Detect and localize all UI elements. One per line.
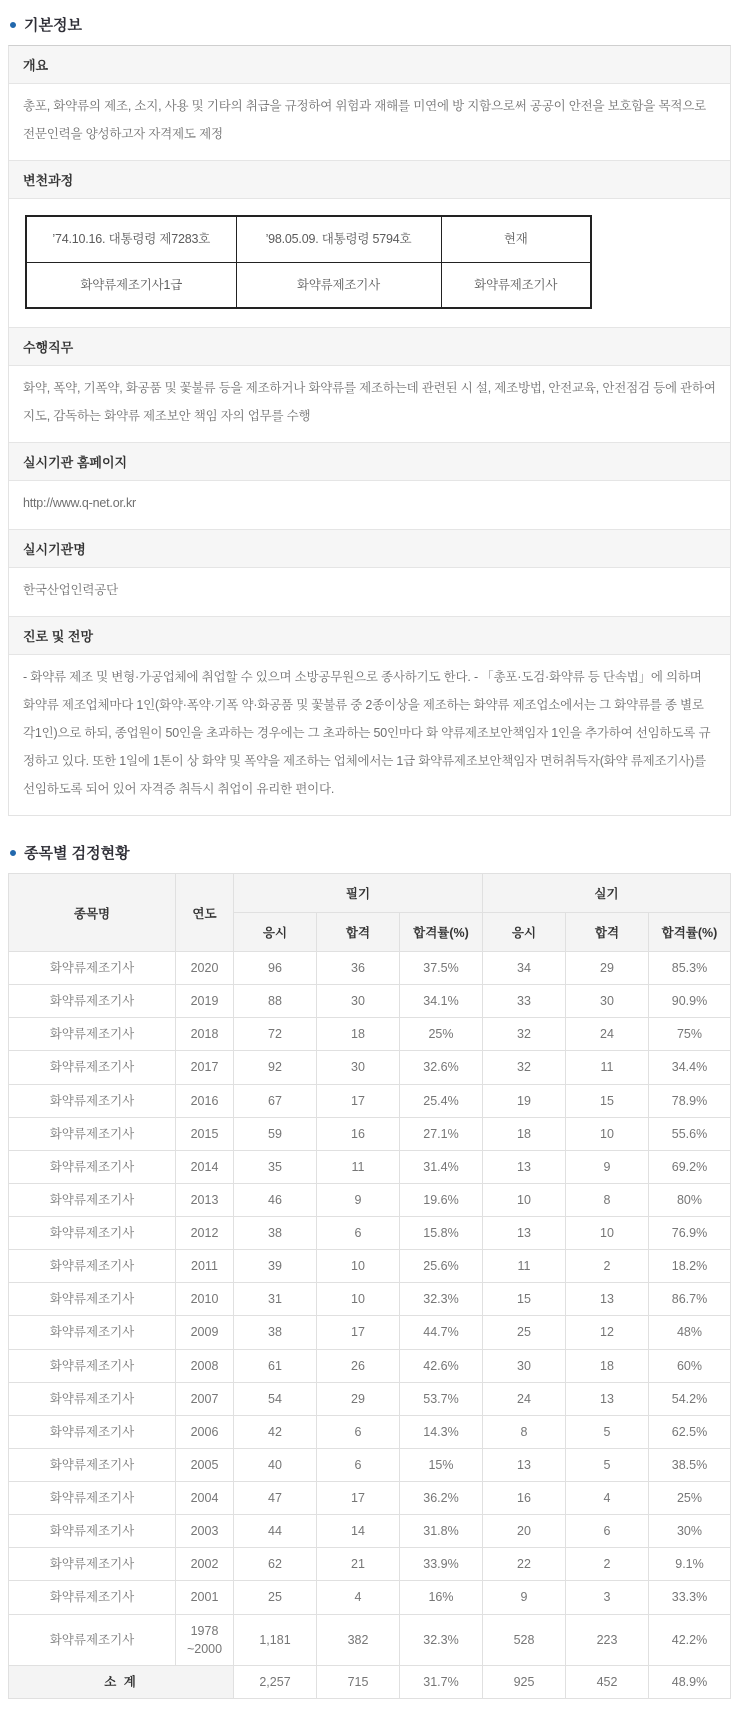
cell-value: 25% bbox=[649, 1482, 731, 1515]
cell-value: 9 bbox=[483, 1581, 566, 1614]
cell-value: 12 bbox=[566, 1316, 649, 1349]
table-row bbox=[9, 1150, 731, 1183]
cell-value: 88 bbox=[234, 985, 317, 1018]
col-header-applied: 응시 bbox=[483, 913, 566, 952]
cell-value: 19.6% bbox=[400, 1183, 483, 1216]
cell-value: 34 bbox=[483, 952, 566, 985]
cell-value: 17 bbox=[317, 1482, 400, 1515]
cell-subject: 화약류제조기사 bbox=[9, 1250, 176, 1283]
cell-value: 24 bbox=[566, 1018, 649, 1051]
cell-year: 2019 bbox=[176, 985, 234, 1018]
cell-value: 32.3% bbox=[400, 1614, 483, 1665]
cell-year: 2010 bbox=[176, 1283, 234, 1316]
cell-value: 48% bbox=[649, 1316, 731, 1349]
cell-value: 34.1% bbox=[400, 985, 483, 1018]
history-table bbox=[25, 215, 592, 309]
table-row bbox=[9, 1250, 731, 1283]
table-row bbox=[9, 1349, 731, 1382]
cell-value: 92 bbox=[234, 1051, 317, 1084]
cell-subject: 화약류제조기사 bbox=[9, 1316, 176, 1349]
cell-year: 2006 bbox=[176, 1415, 234, 1448]
cell-subject: 화약류제조기사 bbox=[9, 1548, 176, 1581]
cell-value: 3 bbox=[566, 1581, 649, 1614]
cell-value: 47 bbox=[234, 1482, 317, 1515]
cell-value: 8 bbox=[566, 1183, 649, 1216]
cell-total-value: 925 bbox=[483, 1665, 566, 1698]
cell-value: 13 bbox=[566, 1283, 649, 1316]
cell-value: 40 bbox=[234, 1448, 317, 1481]
table-row bbox=[9, 1051, 731, 1084]
section-header-duties: 수행직무 bbox=[9, 328, 730, 366]
cell-year: 2018 bbox=[176, 1018, 234, 1051]
table-row bbox=[9, 952, 731, 985]
cell-value: 26 bbox=[317, 1349, 400, 1382]
col-header-pass-rate: 합격률(%) bbox=[400, 913, 483, 952]
cell-value: 5 bbox=[566, 1415, 649, 1448]
cell-value: 42 bbox=[234, 1415, 317, 1448]
exam-status-title bbox=[10, 842, 731, 863]
table-row bbox=[9, 1482, 731, 1515]
cell-value: 32.3% bbox=[400, 1283, 483, 1316]
cell-subject: 화약류제조기사 bbox=[9, 1415, 176, 1448]
cell-value: 19 bbox=[483, 1084, 566, 1117]
cell-value: 11 bbox=[483, 1250, 566, 1283]
table-total-row bbox=[9, 1665, 731, 1698]
section-header-history: 변천과정 bbox=[9, 161, 730, 199]
cell-value: 21 bbox=[317, 1548, 400, 1581]
section-header-homepage: 실시기관 홈페이지 bbox=[9, 443, 730, 481]
cell-year: 2005 bbox=[176, 1448, 234, 1481]
cell-value: 18 bbox=[566, 1349, 649, 1382]
cell-value: 14 bbox=[317, 1515, 400, 1548]
table-row bbox=[9, 1515, 731, 1548]
cell-year: 2015 bbox=[176, 1117, 234, 1150]
history-cell: 화약류제조기사1급 bbox=[26, 262, 236, 308]
cell-subject: 화약류제조기사 bbox=[9, 952, 176, 985]
cell-value: 4 bbox=[317, 1581, 400, 1614]
table-header-row bbox=[9, 874, 731, 913]
cell-value: 2 bbox=[566, 1548, 649, 1581]
cell-value: 2 bbox=[566, 1250, 649, 1283]
cell-value: 20 bbox=[483, 1515, 566, 1548]
cell-total-value: 2,257 bbox=[234, 1665, 317, 1698]
cell-year: 2002 bbox=[176, 1548, 234, 1581]
exam-status-table bbox=[8, 873, 731, 1699]
history-cell: 화약류제조기사 bbox=[441, 262, 591, 308]
cell-value: 13 bbox=[566, 1382, 649, 1415]
cell-year: 2011 bbox=[176, 1250, 234, 1283]
table-row bbox=[26, 216, 591, 262]
cell-value: 61 bbox=[234, 1349, 317, 1382]
table-row bbox=[9, 1548, 731, 1581]
col-header-passed: 합격 bbox=[566, 913, 649, 952]
cell-value: 90.9% bbox=[649, 985, 731, 1018]
section-body-career: - 화약류 제조 및 변형·가공업체에 취업할 수 있으며 소방공무원으로 종사하기도 한다. - 「총포·도검·화약류 등 단속법」에 의하며 화약류 제조업체마다 1인(화약·폭약·기폭 약·화공품 및 꽃불류 중 2종이상을 제조하는 화약류 제조업소에서는 그 화약류를 종 별로 각1인)으로 하되, 종업원이 50인을 초과하는 경우에는 그 초과하는 50인마다 화 약류제조보안책임자 1인을 추가하여 선임하도록 규정하고 있다. 또한 1일에 1톤이 상 화약 및 폭약을 제조하는 업체에서는 1급 화약류제조보안책임자 면허취득자(화약 류제조기사)를 선임하도록 되어 있어 자격증 취득시 취업이 유리한 편이다. bbox=[9, 655, 730, 815]
cell-value: 86.7% bbox=[649, 1283, 731, 1316]
cell-value: 15 bbox=[483, 1283, 566, 1316]
cell-total-value: 715 bbox=[317, 1665, 400, 1698]
col-header-written: 필기 bbox=[234, 874, 483, 913]
cell-value: 35 bbox=[234, 1150, 317, 1183]
cell-value: 10 bbox=[317, 1250, 400, 1283]
cell-value: 18 bbox=[483, 1117, 566, 1150]
cell-value: 44 bbox=[234, 1515, 317, 1548]
cell-subject: 화약류제조기사 bbox=[9, 1581, 176, 1614]
cell-year: 2016 bbox=[176, 1084, 234, 1117]
cell-value: 59 bbox=[234, 1117, 317, 1150]
cell-value: 32 bbox=[483, 1051, 566, 1084]
cell-value: 10 bbox=[566, 1117, 649, 1150]
cell-value: 16 bbox=[483, 1482, 566, 1515]
cell-value: 60% bbox=[649, 1349, 731, 1382]
table-row bbox=[26, 262, 591, 308]
section-body-agency: 한국산업인력공단 bbox=[9, 568, 730, 617]
cell-total-value: 452 bbox=[566, 1665, 649, 1698]
cell-value: 17 bbox=[317, 1084, 400, 1117]
cell-value: 39 bbox=[234, 1250, 317, 1283]
cell-value: 8 bbox=[483, 1415, 566, 1448]
cell-total-value: 48.9% bbox=[649, 1665, 731, 1698]
cell-value: 18.2% bbox=[649, 1250, 731, 1283]
table-row bbox=[9, 1382, 731, 1415]
cell-value: 31 bbox=[234, 1283, 317, 1316]
cell-value: 76.9% bbox=[649, 1217, 731, 1250]
cell-value: 13 bbox=[483, 1448, 566, 1481]
cell-value: 32 bbox=[483, 1018, 566, 1051]
cell-value: 10 bbox=[483, 1183, 566, 1216]
cell-subject: 화약류제조기사 bbox=[9, 1183, 176, 1216]
cell-value: 11 bbox=[566, 1051, 649, 1084]
cell-value: 54 bbox=[234, 1382, 317, 1415]
cell-value: 36.2% bbox=[400, 1482, 483, 1515]
cell-value: 528 bbox=[483, 1614, 566, 1665]
cell-value: 4 bbox=[566, 1482, 649, 1515]
cell-total-value: 31.7% bbox=[400, 1665, 483, 1698]
cell-year: 1978 ~2000 bbox=[176, 1614, 234, 1665]
cell-subject: 화약류제조기사 bbox=[9, 1117, 176, 1150]
cell-year: 2013 bbox=[176, 1183, 234, 1216]
exam-status-title-text: 종목별 검정현황 bbox=[24, 845, 130, 862]
cell-value: 34.4% bbox=[649, 1051, 731, 1084]
cell-value: 36 bbox=[317, 952, 400, 985]
cell-subject: 화약류제조기사 bbox=[9, 1382, 176, 1415]
cell-value: 69.2% bbox=[649, 1150, 731, 1183]
cell-value: 25 bbox=[234, 1581, 317, 1614]
cell-subject: 화약류제조기사 bbox=[9, 1448, 176, 1481]
cell-value: 75% bbox=[649, 1018, 731, 1051]
cell-subject: 화약류제조기사 bbox=[9, 1515, 176, 1548]
col-header-applied: 응시 bbox=[234, 913, 317, 952]
cell-value: 33 bbox=[483, 985, 566, 1018]
cell-value: 32.6% bbox=[400, 1051, 483, 1084]
cell-value: 38.5% bbox=[649, 1448, 731, 1481]
cell-value: 25.6% bbox=[400, 1250, 483, 1283]
section-body-duties: 화약, 폭약, 기폭약, 화공품 및 꽃불류 등을 제조하거나 화약류를 제조하는데 관련된 시 설, 제조방법, 안전교육, 안전점검 등에 관하여 지도, 감독하는 화약류 제조보안 책임 자의 업무를 수행 bbox=[9, 366, 730, 443]
cell-value: 30 bbox=[566, 985, 649, 1018]
cell-subject: 화약류제조기사 bbox=[9, 985, 176, 1018]
cell-value: 42.2% bbox=[649, 1614, 731, 1665]
cell-value: 1,181 bbox=[234, 1614, 317, 1665]
cell-value: 6 bbox=[317, 1448, 400, 1481]
cell-value: 16 bbox=[317, 1117, 400, 1150]
table-row bbox=[9, 1217, 731, 1250]
history-cell: ’74.10.16. 대통령령 제7283호 bbox=[26, 216, 236, 262]
cell-value: 62.5% bbox=[649, 1415, 731, 1448]
basic-info-title bbox=[10, 14, 731, 35]
table-row bbox=[9, 1581, 731, 1614]
col-header-practical: 실기 bbox=[483, 874, 731, 913]
cell-value: 85.3% bbox=[649, 952, 731, 985]
cell-value: 38 bbox=[234, 1316, 317, 1349]
cell-value: 22 bbox=[483, 1548, 566, 1581]
cell-value: 30% bbox=[649, 1515, 731, 1548]
cell-subject: 화약류제조기사 bbox=[9, 1614, 176, 1665]
cell-year: 2020 bbox=[176, 952, 234, 985]
cell-value: 62 bbox=[234, 1548, 317, 1581]
cell-value: 72 bbox=[234, 1018, 317, 1051]
cell-value: 96 bbox=[234, 952, 317, 985]
cell-value: 67 bbox=[234, 1084, 317, 1117]
cell-value: 54.2% bbox=[649, 1382, 731, 1415]
col-header-year: 연도 bbox=[176, 874, 234, 952]
cell-value: 24 bbox=[483, 1382, 566, 1415]
section-header-overview: 개요 bbox=[9, 46, 730, 84]
cell-value: 6 bbox=[317, 1217, 400, 1250]
cell-value: 25.4% bbox=[400, 1084, 483, 1117]
cell-year: 2003 bbox=[176, 1515, 234, 1548]
circle-bullet-icon bbox=[10, 22, 16, 28]
cell-year: 2014 bbox=[176, 1150, 234, 1183]
table-row bbox=[9, 1283, 731, 1316]
cell-year: 2004 bbox=[176, 1482, 234, 1515]
cell-value: 25% bbox=[400, 1018, 483, 1051]
cell-value: 11 bbox=[317, 1150, 400, 1183]
cell-year: 2009 bbox=[176, 1316, 234, 1349]
cell-value: 6 bbox=[566, 1515, 649, 1548]
cell-value: 9 bbox=[566, 1150, 649, 1183]
cell-value: 42.6% bbox=[400, 1349, 483, 1382]
table-row bbox=[9, 1084, 731, 1117]
table-row bbox=[9, 1316, 731, 1349]
cell-value: 9.1% bbox=[649, 1548, 731, 1581]
col-header-passed: 합격 bbox=[317, 913, 400, 952]
cell-value: 13 bbox=[483, 1150, 566, 1183]
cell-value: 29 bbox=[566, 952, 649, 985]
cell-subject: 화약류제조기사 bbox=[9, 1051, 176, 1084]
cell-subject: 화약류제조기사 bbox=[9, 1150, 176, 1183]
section-header-agency: 실시기관명 bbox=[9, 530, 730, 568]
cell-value: 15% bbox=[400, 1448, 483, 1481]
table-row bbox=[9, 1614, 731, 1665]
cell-subject: 화약류제조기사 bbox=[9, 1084, 176, 1117]
cell-value: 44.7% bbox=[400, 1316, 483, 1349]
cell-value: 17 bbox=[317, 1316, 400, 1349]
cell-subject: 화약류제조기사 bbox=[9, 1018, 176, 1051]
cell-value: 30 bbox=[317, 1051, 400, 1084]
section-body-history bbox=[9, 199, 730, 328]
cell-value: 18 bbox=[317, 1018, 400, 1051]
cell-value: 78.9% bbox=[649, 1084, 731, 1117]
cell-year: 2008 bbox=[176, 1349, 234, 1382]
cell-value: 30 bbox=[317, 985, 400, 1018]
cell-value: 25 bbox=[483, 1316, 566, 1349]
cell-value: 33.9% bbox=[400, 1548, 483, 1581]
circle-bullet-icon bbox=[10, 850, 16, 856]
cell-value: 33.3% bbox=[649, 1581, 731, 1614]
table-row bbox=[9, 1448, 731, 1481]
table-row bbox=[9, 1018, 731, 1051]
col-header-subject: 종목명 bbox=[9, 874, 176, 952]
cell-value: 30 bbox=[483, 1349, 566, 1382]
cell-value: 37.5% bbox=[400, 952, 483, 985]
col-header-pass-rate: 합격률(%) bbox=[649, 913, 731, 952]
cell-value: 31.8% bbox=[400, 1515, 483, 1548]
cell-subject: 화약류제조기사 bbox=[9, 1482, 176, 1515]
table-row bbox=[9, 1415, 731, 1448]
cell-value: 9 bbox=[317, 1183, 400, 1216]
section-body-homepage-url: http://www.q-net.or.kr bbox=[9, 481, 730, 530]
table-row bbox=[9, 1183, 731, 1216]
table-row bbox=[9, 1117, 731, 1150]
cell-value: 14.3% bbox=[400, 1415, 483, 1448]
cell-value: 10 bbox=[566, 1217, 649, 1250]
cell-subject: 화약류제조기사 bbox=[9, 1349, 176, 1382]
section-body-overview: 총포, 화약류의 제조, 소지, 사용 및 기타의 취급을 규정하여 위험과 재해를 미연에 방 지함으로써 공공이 안전을 보호함을 목적으로 전문인력을 양성하고자 자격제도 제정 bbox=[9, 84, 730, 161]
cell-value: 15.8% bbox=[400, 1217, 483, 1250]
history-cell: ’98.05.09. 대통령령 5794호 bbox=[236, 216, 441, 262]
section-header-career: 진로 및 전망 bbox=[9, 617, 730, 655]
cell-value: 55.6% bbox=[649, 1117, 731, 1150]
cell-year: 2001 bbox=[176, 1581, 234, 1614]
cell-value: 31.4% bbox=[400, 1150, 483, 1183]
cell-value: 46 bbox=[234, 1183, 317, 1216]
cell-value: 16% bbox=[400, 1581, 483, 1614]
cell-year: 2007 bbox=[176, 1382, 234, 1415]
history-cell: 화약류제조기사 bbox=[236, 262, 441, 308]
total-label: 소 계 bbox=[9, 1665, 234, 1698]
cell-subject: 화약류제조기사 bbox=[9, 1283, 176, 1316]
table-row bbox=[9, 985, 731, 1018]
cell-value: 382 bbox=[317, 1614, 400, 1665]
cell-value: 13 bbox=[483, 1217, 566, 1250]
basic-info-title-text: 기본정보 bbox=[24, 17, 82, 34]
cell-value: 15 bbox=[566, 1084, 649, 1117]
cell-value: 80% bbox=[649, 1183, 731, 1216]
cell-value: 5 bbox=[566, 1448, 649, 1481]
exam-table-body bbox=[9, 952, 731, 1699]
cell-value: 53.7% bbox=[400, 1382, 483, 1415]
cell-value: 223 bbox=[566, 1614, 649, 1665]
cell-value: 27.1% bbox=[400, 1117, 483, 1150]
history-cell: 현재 bbox=[441, 216, 591, 262]
cell-value: 6 bbox=[317, 1415, 400, 1448]
cell-subject: 화약류제조기사 bbox=[9, 1217, 176, 1250]
cell-value: 29 bbox=[317, 1382, 400, 1415]
basic-info-panel bbox=[8, 45, 731, 816]
cell-value: 38 bbox=[234, 1217, 317, 1250]
cell-year: 2017 bbox=[176, 1051, 234, 1084]
cell-value: 10 bbox=[317, 1283, 400, 1316]
cell-year: 2012 bbox=[176, 1217, 234, 1250]
